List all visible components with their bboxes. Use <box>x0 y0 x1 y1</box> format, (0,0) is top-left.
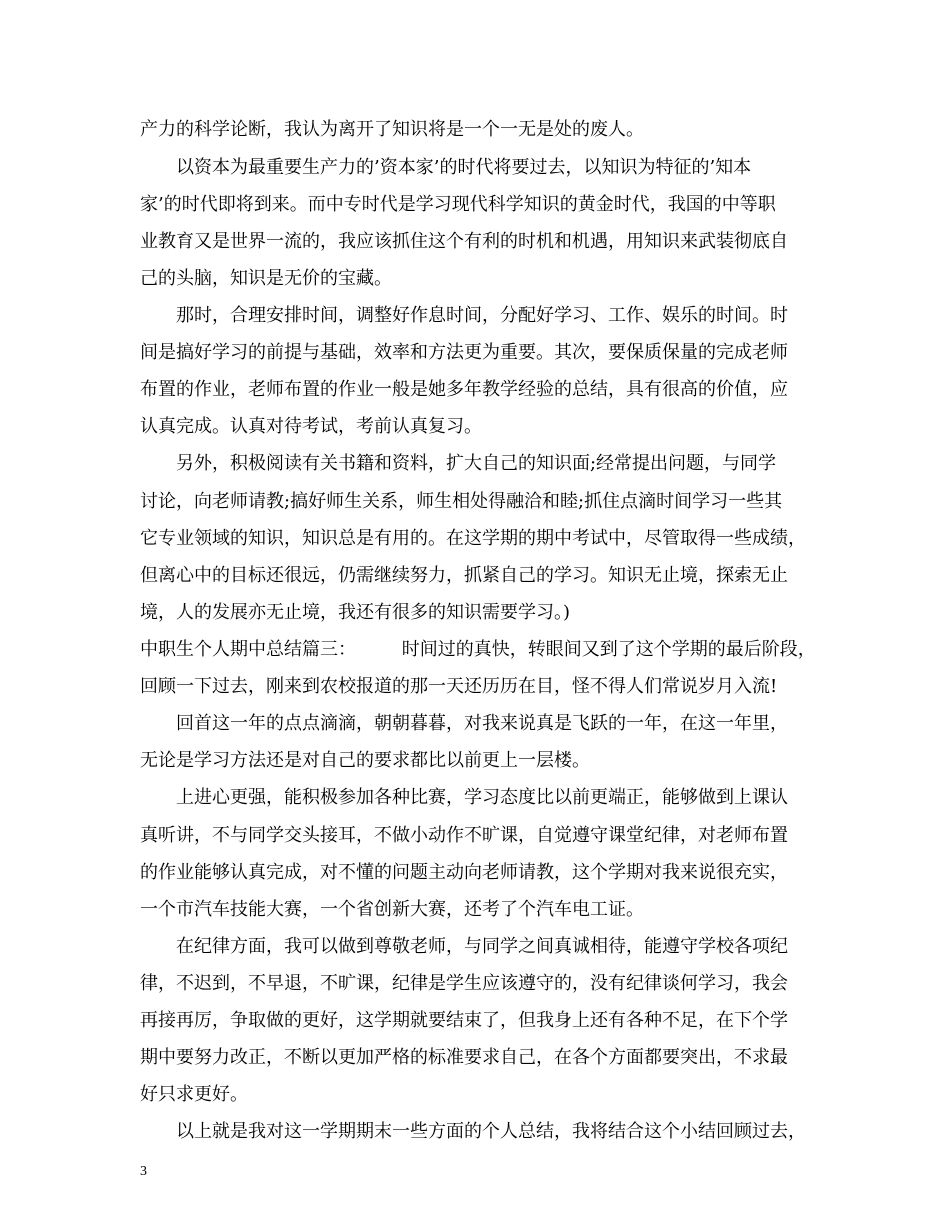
paragraph-first-line: 以资本为最重要生产力的’资本家’的时代将要过去，以知识为特征的’知本 <box>176 157 752 178</box>
text-line: 一个市汽车技能大赛，一个省创新大赛，还考了个汽车电工证。 <box>140 899 644 920</box>
text-line: 回顾一下过去，刚来到农校报道的那一天还历历在目，怪不得人们常说岁月入流! <box>140 676 778 697</box>
text-line: 产力的科学论断，我认为离开了知识将是一个一无是处的废人。 <box>140 119 644 140</box>
text-line: 己的头脑，知识是无价的宝藏。 <box>140 268 392 289</box>
section-heading-line: 中职生个人期中总结篇三： 时间过的真快，转眼间又到了这个学期的最后阶段， <box>140 639 816 660</box>
text-line: 好只求更好。 <box>140 1084 248 1105</box>
paragraph-first-line: 那时，合理安排时间，调整好作息时间，分配好学习、工作、娱乐的时间。时 <box>176 305 788 326</box>
paragraph-first-line: 以上就是我对这一学期期末一些方面的个人总结，我将结合这个小结回顾过去， <box>176 1121 806 1142</box>
text-line: 但离心中的目标还很远，仍需继续努力，抓紧自己的学习。知识无止境，探索无止 <box>140 565 788 586</box>
text-line: 再接再厉，争取做的更好，这学期就要结束了，但我身上还有各种不足，在下个学 <box>140 1010 788 1031</box>
text-line: 间是搞好学习的前提与基础，效率和方法更为重要。其次，要保质保量的完成老师 <box>140 342 788 363</box>
text-line: 它专业领域的知识，知识总是有用的。在这学期的期中考试中，尽管取得一些成绩， <box>140 528 806 549</box>
text-line: 业教育又是世界一流的，我应该抓住这个有利的时机和机遇，用知识来武装彻底自 <box>140 231 788 252</box>
page-number: 3 <box>140 1164 147 1179</box>
paragraph-first-line: 另外，积极阅读有关书籍和资料，扩大自己的知识面;经常提出问题，与同学 <box>176 453 777 474</box>
text-line: 律，不迟到，不早退，不旷课，纪律是学生应该遵守的，没有纪律谈何学习，我会 <box>140 973 788 994</box>
paragraph-first-line: 回首这一年的点点滴滴，朝朝暮暮，对我来说真是飞跃的一年，在这一年里， <box>176 713 788 734</box>
text-line: 的作业能够认真完成，对不懂的问题主动向老师请教，这个学期对我来说很充实， <box>140 862 788 883</box>
text-line: 境，人的发展亦无止境，我还有很多的知识需要学习。) <box>140 602 571 623</box>
text-line: 期中要努力改正，不断以更加严格的标准要求自己，在各个方面都要突出，不求最 <box>140 1047 788 1068</box>
paragraph-first-line: 上进心更强，能积极参加各种比赛，学习态度比以前更端正，能够做到上课认 <box>176 787 788 808</box>
text-line: 讨论，向老师请教;搞好师生关系，师生相处得融洽和睦;抓住点滴时间学习一些其 <box>140 491 783 512</box>
text-line: 认真完成。认真对待考试，考前认真复习。 <box>140 416 482 437</box>
text-line: 家’的时代即将到来。而中专时代是学习现代科学知识的黄金时代，我国的中等职 <box>140 194 776 215</box>
text-line: 真听讲，不与同学交头接耳，不做小动作不旷课，自觉遵守课堂纪律，对老师布置 <box>140 825 788 846</box>
text-line: 布置的作业，老师布置的作业一般是她多年教学经验的总结，具有很高的价值，应 <box>140 379 788 400</box>
text-line: 无论是学习方法还是对自己的要求都比以前更上一层楼。 <box>140 750 590 771</box>
paragraph-first-line: 在纪律方面，我可以做到尊敬老师，与同学之间真诚相待，能遵守学校各项纪 <box>176 936 788 957</box>
